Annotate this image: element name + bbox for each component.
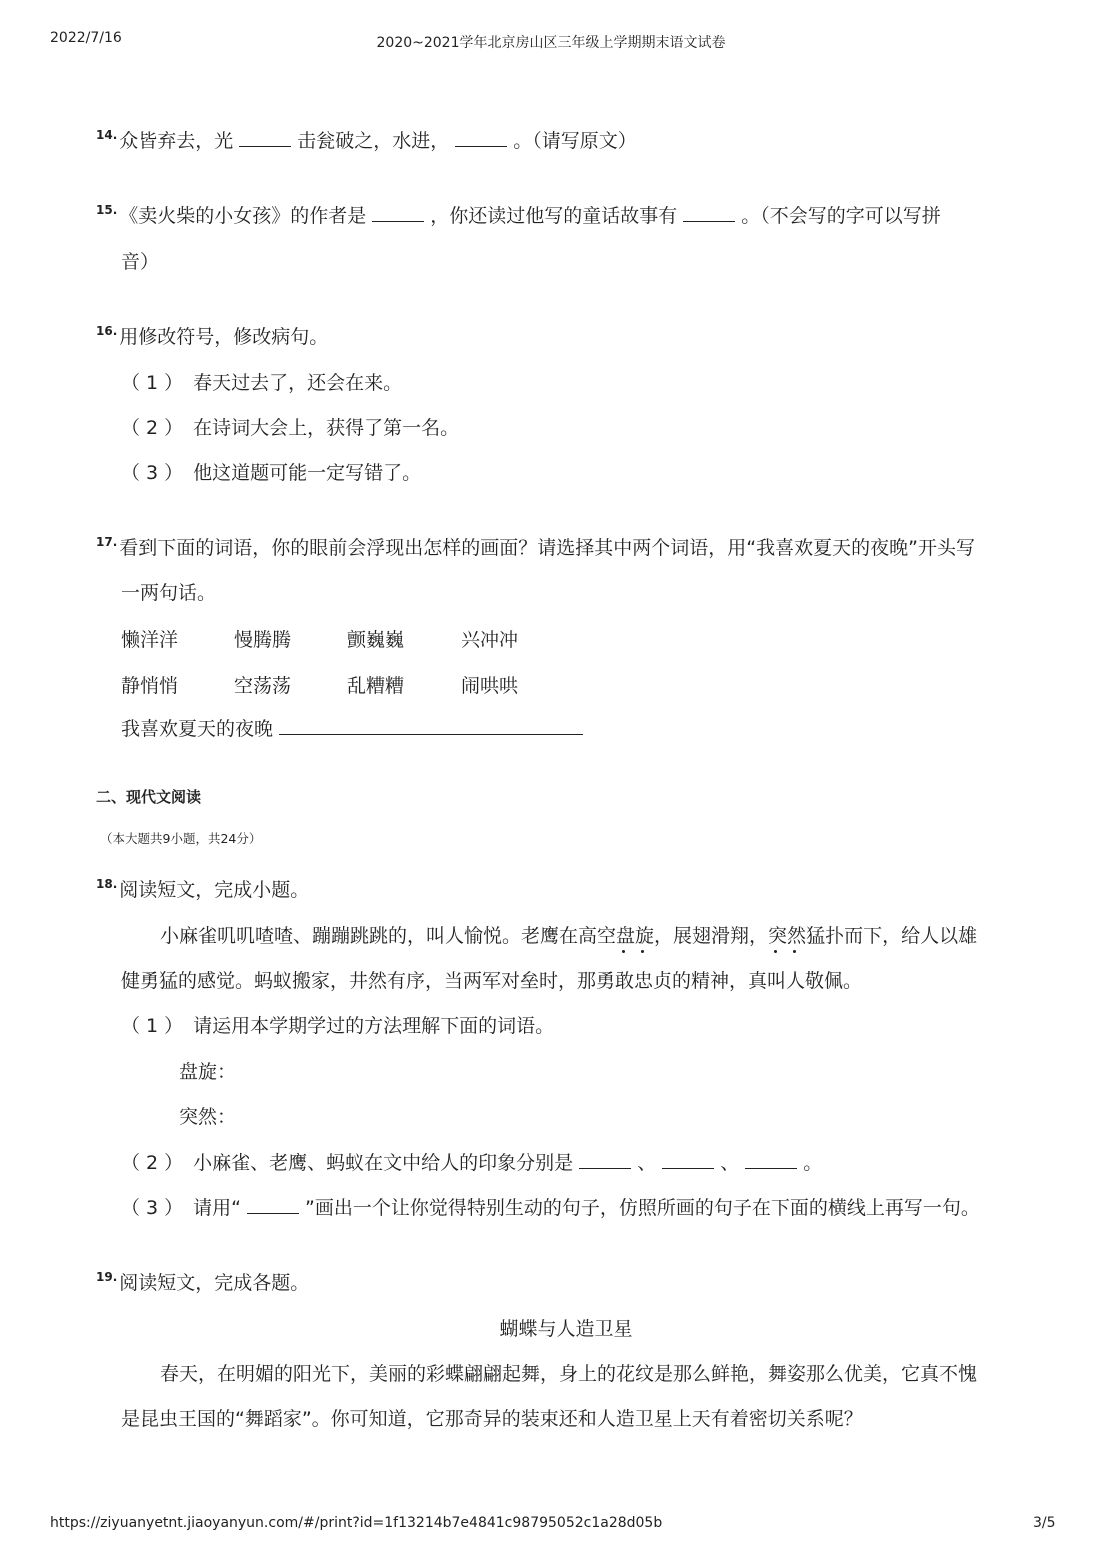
reading-passage-line: 春天，在明媚的阳光下，美丽的彩蝶翩翩起舞，身上的花纹是那么鲜艳，舞姿那么优美，它真不愧 xyxy=(160,1363,978,1385)
question-18 xyxy=(96,877,309,903)
passage-text: 盘旋 xyxy=(616,925,655,947)
writing-line[interactable] xyxy=(279,718,583,735)
answer-blank[interactable] xyxy=(662,1152,714,1169)
question-text: ，你还读过他写的童话故事有 xyxy=(430,205,678,227)
term-turan: 突然： xyxy=(179,1106,237,1128)
word-option: 颤巍巍 xyxy=(347,629,405,651)
sub-question-text: 请运用本学期学过的方法理解下面的词语。 xyxy=(193,1015,555,1037)
answer-blank[interactable] xyxy=(455,130,507,147)
word-option: 懒洋洋 xyxy=(121,629,179,651)
section-title: 二、现代文阅读 xyxy=(96,788,202,806)
question-stem: 用修改符号，修改病句。 xyxy=(119,326,329,348)
question-text: 《卖火柴的小女孩》的作者是 xyxy=(119,205,367,227)
question-text: 。（不会写的字可以写拼 xyxy=(741,205,941,227)
question-stem: 看到下面的词语，你的眼前会浮现出怎样的画面？请选择其中两个词语，用“我喜欢夏天的夜晚”开头写 xyxy=(119,537,975,559)
prompt-text: 我喜欢夏天的夜晚 xyxy=(121,718,274,740)
answer-blank[interactable] xyxy=(683,205,735,222)
sub-question-text: 在诗词大会上，获得了第一名。 xyxy=(193,417,460,439)
question-19 xyxy=(96,1270,309,1296)
question-14 xyxy=(96,128,637,154)
passage-text: 小麻雀叽叽喳喳、蹦蹦跳跳的，叫人愉悦。老鹰在高空 xyxy=(160,925,617,947)
question-number: 19. xyxy=(96,1270,118,1284)
sub-question-text: 春天过去了，还会在来。 xyxy=(193,372,403,394)
print-date: 2022/7/16 xyxy=(50,30,122,46)
separator: 、 xyxy=(637,1152,657,1174)
sub-question-3 xyxy=(121,1195,980,1221)
sub-question-2 xyxy=(121,415,459,441)
word-option: 空荡荡 xyxy=(234,675,292,697)
sub-question-label: （ 3 ） xyxy=(121,1197,184,1219)
reading-passage-line: 健勇猛的感觉。蚂蚁搬家，井然有序，当两军对垒时，那勇敢忠贞的精神，真叫人敬佩。 xyxy=(121,970,863,992)
question-text: 众皆弃去，光 xyxy=(119,130,234,152)
answer-blank[interactable] xyxy=(579,1152,631,1169)
word-option: 闹哄哄 xyxy=(461,675,519,697)
sub-question-text: ”画出一个让你觉得特别生动的句子，仿照所画的句子在下面的横线上再写一句。 xyxy=(305,1197,980,1219)
answer-blank[interactable] xyxy=(239,130,291,147)
passage-title: 蝴蝶与人造卫星 xyxy=(499,1318,633,1340)
word-option: 兴冲冲 xyxy=(461,629,519,651)
word-option: 静悄悄 xyxy=(121,675,179,697)
question-16 xyxy=(96,324,328,350)
answer-blank[interactable] xyxy=(745,1152,797,1169)
end-mark: 。 xyxy=(803,1152,823,1174)
sub-question-label: （ 1 ） xyxy=(121,372,184,394)
answer-blank[interactable] xyxy=(247,1197,299,1214)
question-text-continued: 一两句话。 xyxy=(121,582,217,604)
question-text: 。（请写原文） xyxy=(513,130,637,152)
question-number: 17. xyxy=(96,535,118,549)
question-stem: 阅读短文，完成小题。 xyxy=(119,879,310,901)
passage-text: ，展翅滑翔， xyxy=(654,925,769,947)
reading-passage-line xyxy=(160,923,977,949)
sub-question-label: （ 3 ） xyxy=(121,462,184,484)
question-number: 15. xyxy=(96,203,118,217)
question-number: 18. xyxy=(96,877,118,891)
question-text-continued: 音） xyxy=(121,251,160,273)
emphasis-dot xyxy=(641,950,644,953)
section-note: （本大题共9小题，共24分） xyxy=(100,831,262,846)
question-17 xyxy=(96,535,975,561)
sub-question-label: （ 2 ） xyxy=(121,1152,184,1174)
sub-question-text: 他这道题可能一定写错了。 xyxy=(193,462,422,484)
emphasis-dot xyxy=(622,950,625,953)
answer-blank[interactable] xyxy=(372,205,424,222)
sub-question-1 xyxy=(121,1013,554,1039)
word-option: 慢腾腾 xyxy=(234,629,292,651)
emphasis-dot xyxy=(774,950,777,953)
question-number: 16. xyxy=(96,324,118,338)
sub-question-2 xyxy=(121,1150,822,1176)
question-15 xyxy=(96,203,941,229)
sub-question-3 xyxy=(121,460,421,486)
term-panxuan: 盘旋： xyxy=(179,1061,237,1083)
sub-question-label: （ 2 ） xyxy=(121,417,184,439)
separator: 、 xyxy=(720,1152,740,1174)
page-url: https://ziyuanyetnt.jiaoyanyun.com/#/print?id=1f13214b7e4841c98795052c1a28d05b xyxy=(50,1515,663,1531)
question-stem: 阅读短文，完成各题。 xyxy=(119,1272,310,1294)
writing-prompt xyxy=(121,716,583,742)
question-number: 14. xyxy=(96,128,118,142)
passage-text: 突然 xyxy=(768,925,807,947)
sub-question-text: 小麻雀、老鹰、蚂蚁在文中给人的印象分别是 xyxy=(193,1152,574,1174)
sub-question-label: （ 1 ） xyxy=(121,1015,184,1037)
document-title: 2020~2021学年北京房山区三年级上学期期末语文试卷 xyxy=(376,35,726,51)
sub-question-1 xyxy=(121,370,402,396)
passage-text: 猛扑而下，给人以雄 xyxy=(806,925,978,947)
reading-passage-line: 是昆虫王国的“舞蹈家”。你可知道，它那奇异的装束还和人造卫星上天有着密切关系呢？ xyxy=(121,1408,863,1430)
emphasized-word xyxy=(768,925,806,947)
sub-question-text: 请用“ xyxy=(193,1197,242,1219)
emphasis-dot xyxy=(793,950,796,953)
page-number: 3/5 xyxy=(1033,1515,1056,1531)
emphasized-word xyxy=(616,925,654,947)
question-text: 击瓮破之，水进， xyxy=(297,130,450,152)
word-option: 乱糟糟 xyxy=(347,675,405,697)
